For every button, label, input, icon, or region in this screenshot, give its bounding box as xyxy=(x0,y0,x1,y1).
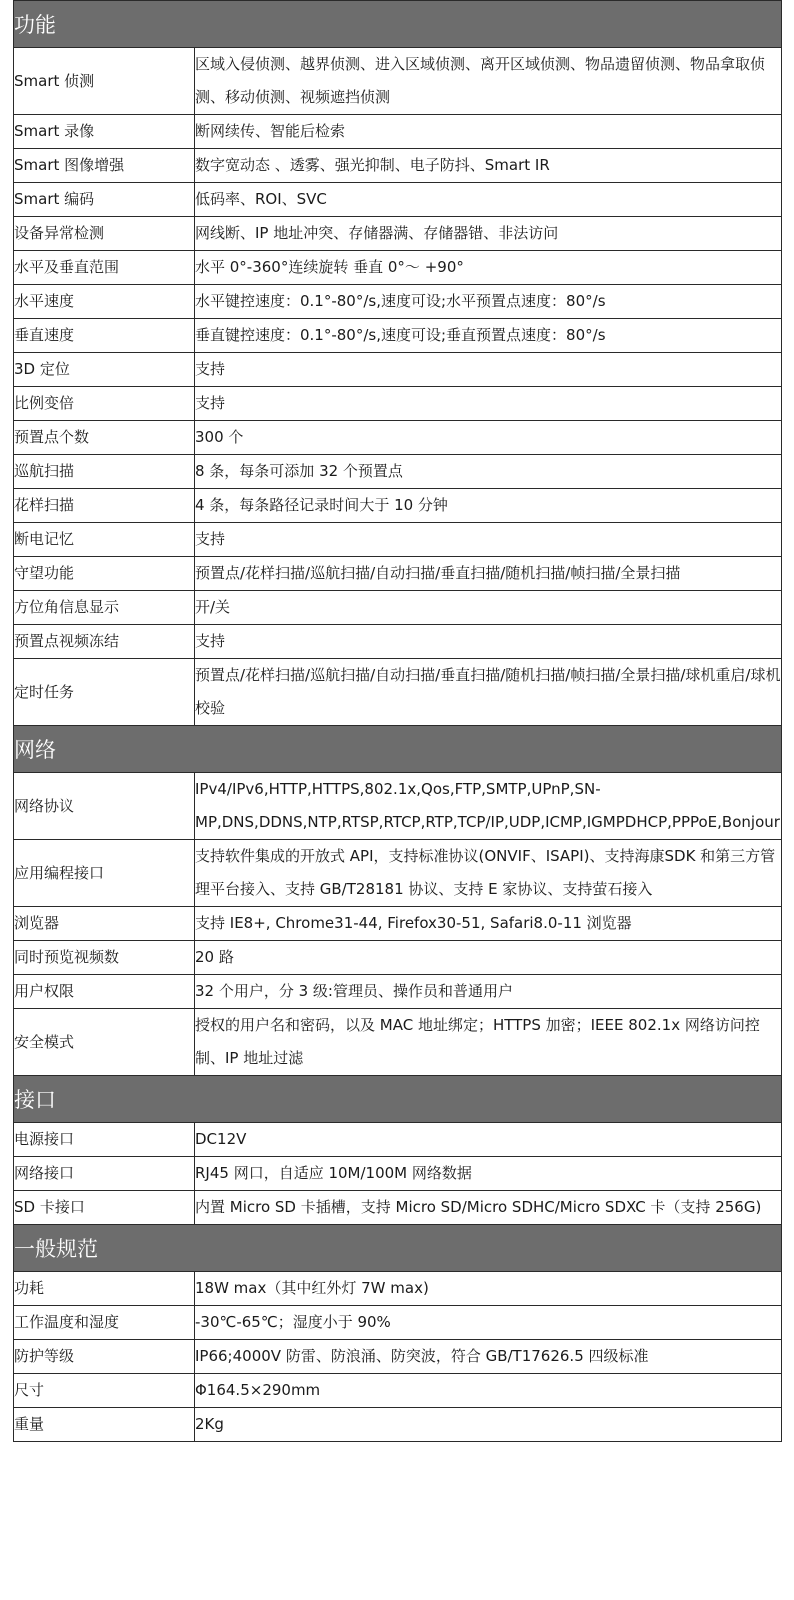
spec-label: 预置点个数 xyxy=(14,421,195,455)
spec-value: 20 路 xyxy=(195,941,782,975)
spec-value: 8 条，每条可添加 32 个预置点 xyxy=(195,455,782,489)
spec-value: 2Kg xyxy=(195,1408,782,1442)
spec-label: SD 卡接口 xyxy=(14,1191,195,1225)
spec-row xyxy=(14,941,782,975)
spec-value: 开/关 xyxy=(195,591,782,625)
spec-label: 3D 定位 xyxy=(14,353,195,387)
section-header xyxy=(14,1,782,48)
spec-label: 断电记忆 xyxy=(14,523,195,557)
spec-row xyxy=(14,1374,782,1408)
spec-label: 功耗 xyxy=(14,1272,195,1306)
spec-label: Smart 录像 xyxy=(14,115,195,149)
section-title: 功能 xyxy=(14,1,782,48)
spec-value: 支持 IE8+, Chrome31-44, Firefox30-51, Safari8.0-11 浏览器 xyxy=(195,907,782,941)
spec-value: IPv4/IPv6,HTTP,HTTPS,802.1x,Qos,FTP,SMTP,UPnP,SN-MP,DNS,DDNS,NTP,RTSP,RTCP,RTP,TCP/IP,UDP,ICMP,IGMPDHCP,PPPoE,Bonjour xyxy=(195,773,782,840)
spec-value: 垂直键控速度：0.1°-80°/s,速度可设;垂直预置点速度：80°/s xyxy=(195,319,782,353)
spec-value: 4 条，每条路径记录时间大于 10 分钟 xyxy=(195,489,782,523)
spec-row xyxy=(14,48,782,115)
spec-row xyxy=(14,1340,782,1374)
spec-label: 网络协议 xyxy=(14,773,195,840)
spec-value: 区域入侵侦测、越界侦测、进入区域侦测、离开区域侦测、物品遗留侦测、物品拿取侦测、移动侦测、视频遮挡侦测 xyxy=(195,48,782,115)
spec-value: -30℃-65℃；湿度小于 90% xyxy=(195,1306,782,1340)
spec-table-body xyxy=(14,1,782,1442)
spec-row xyxy=(14,1009,782,1076)
spec-table xyxy=(13,0,782,1442)
spec-row xyxy=(14,523,782,557)
spec-value: 32 个用户，分 3 级:管理员、操作员和普通用户 xyxy=(195,975,782,1009)
spec-row xyxy=(14,387,782,421)
spec-label: 预置点视频冻结 xyxy=(14,625,195,659)
spec-label: 防护等级 xyxy=(14,1340,195,1374)
spec-label: 工作温度和湿度 xyxy=(14,1306,195,1340)
spec-value: DC12V xyxy=(195,1123,782,1157)
spec-label: Smart 图像增强 xyxy=(14,149,195,183)
spec-row xyxy=(14,319,782,353)
spec-label: 安全模式 xyxy=(14,1009,195,1076)
spec-row xyxy=(14,1272,782,1306)
spec-label: 用户权限 xyxy=(14,975,195,1009)
spec-row xyxy=(14,975,782,1009)
spec-value: 支持软件集成的开放式 API，支持标准协议(ONVIF、ISAPI)、支持海康SDK 和第三方管理平台接入、支持 GB/T28181 协议、支持 E 家协议、支持萤石接入 xyxy=(195,840,782,907)
spec-row xyxy=(14,251,782,285)
spec-row xyxy=(14,1123,782,1157)
spec-row xyxy=(14,1191,782,1225)
spec-row xyxy=(14,285,782,319)
spec-value: 支持 xyxy=(195,625,782,659)
spec-row xyxy=(14,217,782,251)
spec-row xyxy=(14,1157,782,1191)
spec-value: 数字宽动态 、透雾、强光抑制、电子防抖、Smart IR xyxy=(195,149,782,183)
spec-label: 应用编程接口 xyxy=(14,840,195,907)
spec-value: 300 个 xyxy=(195,421,782,455)
spec-row xyxy=(14,840,782,907)
spec-label: 网络接口 xyxy=(14,1157,195,1191)
spec-value: 授权的用户名和密码，以及 MAC 地址绑定；HTTPS 加密；IEEE 802.1x 网络访问控制、IP 地址过滤 xyxy=(195,1009,782,1076)
spec-row xyxy=(14,907,782,941)
spec-row xyxy=(14,353,782,387)
spec-label: 花样扫描 xyxy=(14,489,195,523)
spec-value: 网线断、IP 地址冲突、存储器满、存储器错、非法访问 xyxy=(195,217,782,251)
section-title: 接口 xyxy=(14,1076,782,1123)
section-title: 网络 xyxy=(14,726,782,773)
spec-row xyxy=(14,773,782,840)
spec-label: 方位角信息显示 xyxy=(14,591,195,625)
spec-label: 浏览器 xyxy=(14,907,195,941)
spec-label: 垂直速度 xyxy=(14,319,195,353)
section-header xyxy=(14,726,782,773)
spec-value: 18W max（其中红外灯 7W max) xyxy=(195,1272,782,1306)
spec-value: RJ45 网口，自适应 10M/100M 网络数据 xyxy=(195,1157,782,1191)
spec-row xyxy=(14,659,782,726)
spec-row xyxy=(14,489,782,523)
spec-value: 预置点/花样扫描/巡航扫描/自动扫描/垂直扫描/随机扫描/帧扫描/全景扫描 xyxy=(195,557,782,591)
spec-label: 重量 xyxy=(14,1408,195,1442)
spec-value: 低码率、ROI、SVC xyxy=(195,183,782,217)
spec-label: Smart 侦测 xyxy=(14,48,195,115)
spec-value: 支持 xyxy=(195,387,782,421)
section-title: 一般规范 xyxy=(14,1225,782,1272)
spec-label: Smart 编码 xyxy=(14,183,195,217)
spec-row xyxy=(14,149,782,183)
spec-label: 水平速度 xyxy=(14,285,195,319)
spec-row xyxy=(14,557,782,591)
spec-value: 水平键控速度：0.1°-80°/s,速度可设;水平预置点速度：80°/s xyxy=(195,285,782,319)
spec-row xyxy=(14,1408,782,1442)
spec-row xyxy=(14,1306,782,1340)
spec-label: 巡航扫描 xyxy=(14,455,195,489)
spec-label: 比例变倍 xyxy=(14,387,195,421)
spec-value: 支持 xyxy=(195,353,782,387)
spec-row xyxy=(14,455,782,489)
spec-value: 预置点/花样扫描/巡航扫描/自动扫描/垂直扫描/随机扫描/帧扫描/全景扫描/球机重启/球机校验 xyxy=(195,659,782,726)
section-header xyxy=(14,1076,782,1123)
spec-label: 守望功能 xyxy=(14,557,195,591)
spec-value: 水平 0°-360°连续旋转 垂直 0°～ +90° xyxy=(195,251,782,285)
spec-row xyxy=(14,115,782,149)
spec-value: 支持 xyxy=(195,523,782,557)
spec-row xyxy=(14,625,782,659)
spec-value: Φ164.5×290mm xyxy=(195,1374,782,1408)
section-header xyxy=(14,1225,782,1272)
spec-value: 内置 Micro SD 卡插槽，支持 Micro SD/Micro SDHC/Micro SDXC 卡（支持 256G) xyxy=(195,1191,782,1225)
spec-label: 电源接口 xyxy=(14,1123,195,1157)
spec-row xyxy=(14,183,782,217)
spec-row xyxy=(14,421,782,455)
spec-row xyxy=(14,591,782,625)
spec-label: 水平及垂直范围 xyxy=(14,251,195,285)
spec-label: 同时预览视频数 xyxy=(14,941,195,975)
spec-label: 尺寸 xyxy=(14,1374,195,1408)
spec-label: 设备异常检测 xyxy=(14,217,195,251)
spec-value: 断网续传、智能后检索 xyxy=(195,115,782,149)
spec-label: 定时任务 xyxy=(14,659,195,726)
spec-value: IP66;4000V 防雷、防浪涌、防突波，符合 GB/T17626.5 四级标准 xyxy=(195,1340,782,1374)
